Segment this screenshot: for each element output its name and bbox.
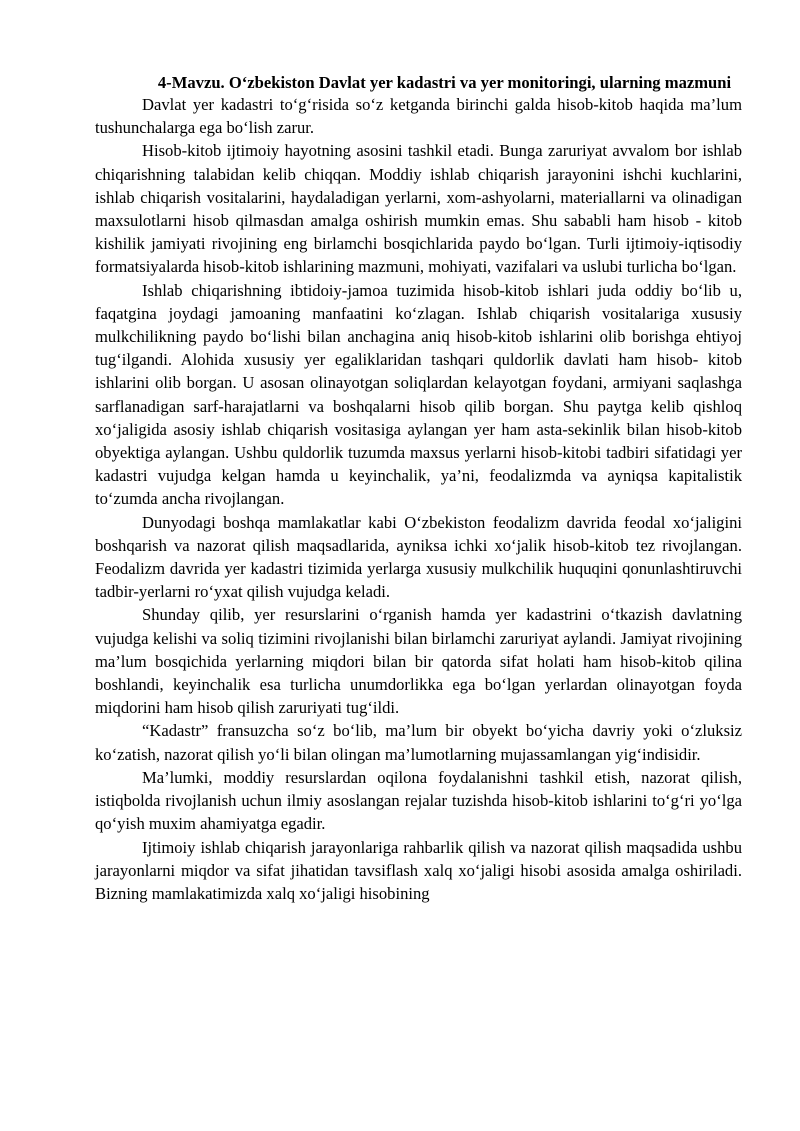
paragraph: Hisob-kitob ijtimoiy hayotning asosini tashkil etadi. Bunga zaruriyat avvalom bor ishlab chiqarishning talabidan kelib chiqqan. Moddiy ishlab chiqarish jarayonini ishchi kuchlarini, ishlab chiqarish vositalarini, haydaladigan yerlarni, xom-ashyolarni, materiallarni va olinadigan maxsulotlarni hisob qilmasdan amalga oshirish mumkin emas. Shu sababli ham hisob - kitob kishilik jamiyati rivojining eng birlamchi bosqichlarida paydo bo‘lgan. Turli ijtimoiy-iqtisodiy formatsiyalarda hisob-kitob ishlarining mazmuni, mohiyati, vazifalari va uslubi turlicha bo‘lgan. xyxy=(95,141,742,277)
paragraph: Ma’lumki, moddiy resurslardan oqilona foydalanishni tashkil etish, nazorat qilish, istiqbolda rivojlanish uchun ilmiy asoslangan rejalar tuzishda hisob-kitob ishlarini to‘g‘ri yo‘lga qo‘yish muxim ahamiyatga egadir. xyxy=(95,767,742,834)
paragraph: Ijtimoiy ishlab chiqarish jarayonlariga rahbarlik qilish va nazorat qilish maqsadida ushbu jarayonlarni miqdor va sifat jihatidan tavsiflash xalq xo‘jaligi hisobi asosida amalga oshiriladi. Bizning mamlakatimizda xalq xo‘jaligi hisobining xyxy=(95,837,742,903)
paragraph: “Kadastr” fransuzcha so‘z bo‘lib, ma’lum bir obyekt bo‘yicha davriy yoki o‘zluksiz ko‘zatish, nazorat qilish yo‘li bilan olingan ma’lumotlarning mujassamlangan yig‘indisidir. xyxy=(95,721,742,764)
paragraph: Shunday qilib, yer resurslarini o‘rganish hamda yer kadastrini o‘tkazish davlatning vujudga kelishi va soliq tizimini rivojlanishi bilan birlamchi zaruriyat aylandi. Jamiyat rivojining ma’lum bosqichida yerlarning miqdori bilan bir qatorda sifat holati ham hisob-kitob qilina boshlandi, keyinchalik esa turlicha unumdorlikka ega bo‘lgan yerlardan olinayotgan foyda miqdorini ham hisob qilish zaruriyati tug‘ildi. xyxy=(95,605,742,718)
paragraph: Davlat yer kadastri to‘g‘risida so‘z ketganda birinchi galda hisob-kitob haqida ma’lum tushunchalarga ega bo‘lish zarur. xyxy=(95,95,742,138)
paragraph: Ishlab chiqarishning ibtidoiy-jamoa tuzimida hisob-kitob ishlari juda oddiy bo‘lib u, faqatgina joydagi jamoaning manfaatini ko‘zlagan. Ishlab chiqarish vositalariga xususiy mulkchilikning paydo bo‘lishi bilan anchagina aniq hisob-kitob ishlarini olib borishga ehtiyoj tug‘ilgandi. Alohida xususiy yer egaliklaridan tashqari quldorlik davlati ham hisob- kitob ishlarini olib borgan. U asosan olinayotgan soliqlardan kelayotgan foydani, armiyani saqlashga sarflanadigan sarf-harajatlarni va boshqalarni hisob qilib borgan. Shu paytga kelib qishloq xo‘jaligida asosiy ishlab chiqarish vositasiga aylangan yer ham asta-sekinlik bilan hisob-kitob obyektiga aylangan. Ushbu quldorlik tuzumda maxsus yerlarni hisob-kitobi tadbiri sifatidagi yer kadastri vujudga kelgan hamda u keyinchalik, ya’ni, feodalizmda va ayniqsa kapitalistik to‘zumda ancha rivojlangan. xyxy=(95,280,742,509)
document-title: 4-Mavzu. O‘zbekiston Davlat yer kadastri va yer monitoringi, ularning mazmuni xyxy=(157,73,732,92)
paragraph: Dunyodagi boshqa mamlakatlar kabi O‘zbekiston feodalizm davrida feodal xo‘jaligini boshqarish va nazorat qilish maqsadlarida, ayniksa ichki xo‘jalik hisob-kitob tez rivojlangan. Feodalizm davrida yer kadastri tizimida yerlarga xususiy mulkchilik huquqini qonunlashtiruvchi tadbir-yerlarni ro‘yxat qilish vujudga keladi. xyxy=(95,512,742,602)
document-page xyxy=(95,72,742,905)
